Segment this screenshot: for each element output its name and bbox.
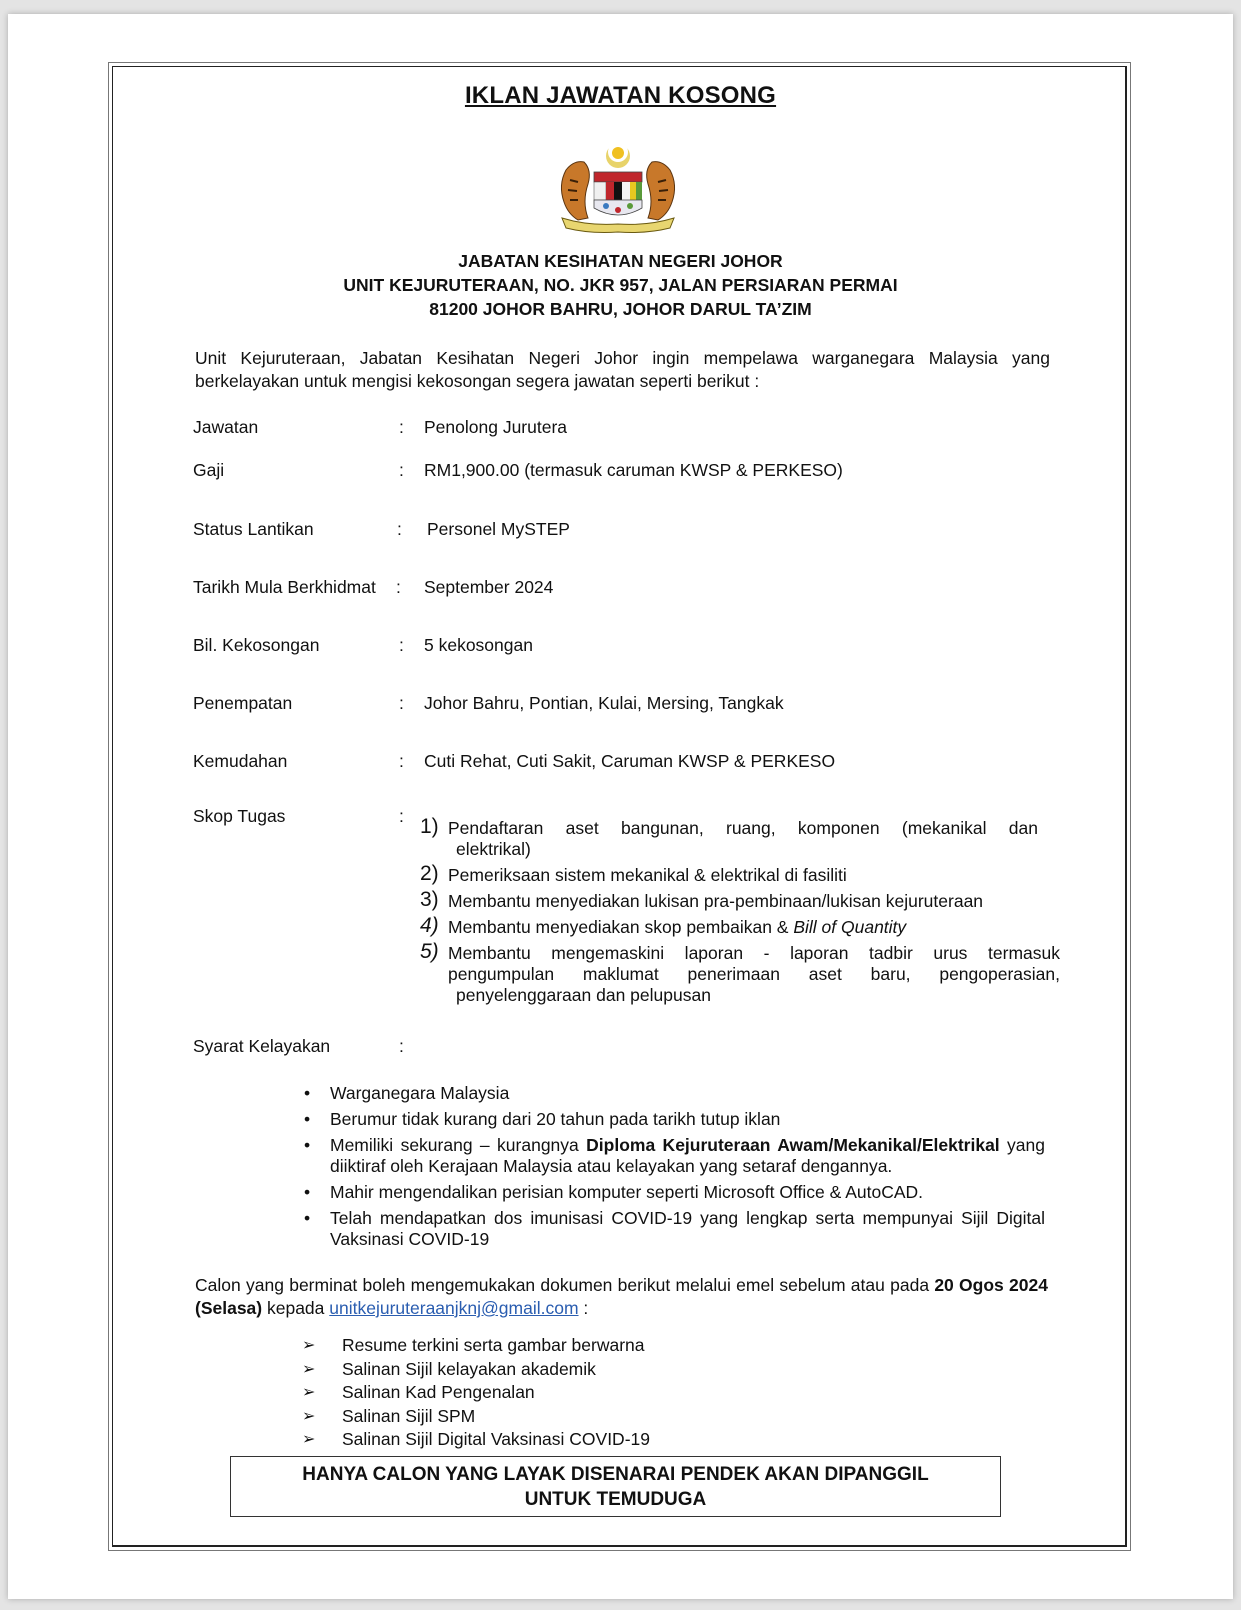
document-item-text: Salinan Sijil kelayakan akademik (342, 1358, 596, 1379)
task-item (420, 888, 1060, 912)
org-line-1: JABATAN KESIHATAN NEGERI JOHOR (458, 251, 783, 271)
field-label-gaji: Gaji (193, 460, 225, 480)
org-line-2: UNIT KEJURUTERAAN, NO. JKR 957, JALAN PERSIARAN PERMAI (343, 275, 898, 295)
field-colon: : (399, 751, 404, 771)
field-label-jawatan: Jawatan (193, 417, 259, 437)
document-item (302, 1334, 650, 1358)
document-title: IKLAN JAWATAN KOSONG (464, 82, 777, 109)
organization-address (0, 249, 1241, 321)
task-list (420, 815, 1060, 1011)
documents-list (302, 1334, 650, 1452)
bullet-icon: • (304, 1109, 311, 1129)
task-text-continued: elektrikal) (456, 839, 531, 859)
application-to: kepada (262, 1298, 330, 1318)
application-text: Calon yang berminat boleh mengemukakan dokumen berikut melalui emel sebelum atau pada (195, 1275, 935, 1295)
qualification-item (300, 1208, 1045, 1250)
malaysia-coat-of-arms-emblem (548, 140, 688, 236)
field-colon: : (399, 693, 404, 713)
arrow-bullet-icon: ➢ (302, 1384, 316, 1401)
task-number: 4) (420, 914, 439, 937)
task-item (420, 815, 1060, 860)
bullet-icon: • (304, 1083, 311, 1103)
intro-paragraph: Unit Kejuruteraan, Jabatan Kesihatan Negeri Johor ingin mempelawa warganegara Malaysia yang berkelayakan untuk mengisi kekosongan segera jawatan seperti berikut : (195, 348, 1050, 391)
task-text: Pendaftaran aset bangunan, ruang, komponen (mekanikal dan (448, 818, 1038, 838)
task-text: Pemeriksaan sistem mekanikal & elektrikal di fasiliti (448, 865, 847, 885)
task-number: 1) (420, 815, 439, 838)
qualification-text: Telah mendapatkan dos imunisasi COVID-19 yang lengkap serta mempunyai Sijil Digital Vaksinasi COVID-19 (330, 1208, 1045, 1249)
qualification-text-bold: Diploma Kejuruteraan Awam/Mekanikal/Elektrikal (586, 1135, 1000, 1155)
task-number: 2) (420, 862, 439, 885)
task-text: Membantu menyediakan lukisan pra-pembinaan/lukisan kejuruteraan (448, 891, 984, 911)
notice-line-2: UNTUK TEMUDUGA (524, 1489, 707, 1510)
task-text: Membantu mengemaskini laporan - laporan tadbir urus termasuk pengumpulan maklumat penerimaan aset baru, pengoperasian, (448, 943, 1060, 984)
field-label-bil-kekosongan: Bil. Kekosongan (193, 635, 320, 655)
document-item (302, 1381, 650, 1405)
qualification-item (300, 1135, 1045, 1177)
field-value-jawatan: Penolong Jurutera (424, 417, 568, 437)
qualification-item (300, 1083, 1045, 1104)
field-value-status-lantikan: Personel MySTEP (427, 519, 570, 539)
email-link[interactable]: unitkejuruteraanjknj@gmail.com (329, 1298, 579, 1318)
field-colon: : (399, 635, 404, 655)
qualification-text: Mahir mengendalikan perisian komputer seperti Microsoft Office & AutoCAD. (330, 1182, 924, 1202)
bullet-icon: • (304, 1182, 311, 1202)
bullet-icon: • (304, 1208, 311, 1228)
task-text-continued: penyelenggaraan dan pelupusan (456, 985, 711, 1005)
field-label-syarat-kelayakan: Syarat Kelayakan (193, 1036, 331, 1056)
field-value-tarikh-mula: September 2024 (424, 577, 554, 597)
field-value-kemudahan: Cuti Rehat, Cuti Sakit, Caruman KWSP & PERKESO (424, 751, 836, 771)
task-item (420, 940, 1060, 1006)
field-value-gaji: RM1,900.00 (termasuk caruman KWSP & PERKESO) (424, 460, 843, 480)
bullet-icon: • (304, 1135, 311, 1155)
shortlist-notice-box (230, 1456, 1001, 1517)
field-label-tarikh-mula: Tarikh Mula Berkhidmat (193, 577, 376, 597)
document-item (302, 1405, 650, 1429)
qualification-item (300, 1109, 1045, 1130)
field-colon: : (397, 519, 402, 539)
document-item (302, 1428, 650, 1452)
document-item (302, 1358, 650, 1382)
field-label-penempatan: Penempatan (193, 693, 293, 713)
task-text (448, 917, 1060, 938)
org-line-3: 81200 JOHOR BAHRU, JOHOR DARUL TA’ZIM (429, 299, 812, 319)
field-label-skop-tugas: Skop Tugas (193, 806, 286, 826)
arrow-bullet-icon: ➢ (302, 1337, 316, 1354)
qualification-list (300, 1083, 1045, 1255)
arrow-bullet-icon: ➢ (302, 1431, 316, 1448)
field-value-penempatan: Johor Bahru, Pontian, Kulai, Mersing, Tangkak (424, 693, 784, 713)
task-text-main: Membantu menyediakan skop pembaikan & (448, 917, 794, 937)
document-item-text: Resume terkini serta gambar berwarna (342, 1335, 645, 1355)
application-deadline: 20 Ogos 2024 (Selasa) (195, 1275, 1048, 1318)
task-number: 5) (420, 940, 439, 963)
application-paragraph (195, 1274, 1048, 1320)
document-item-text: Salinan Kad Pengenalan (342, 1382, 535, 1402)
notice-line-1: HANYA CALON YANG LAYAK DISENARAI PENDEK AKAN DIPANGGIL (302, 1464, 929, 1485)
task-text-italic: Bill of Quantity (793, 917, 907, 937)
qualification-text: Warganegara Malaysia (330, 1083, 510, 1103)
qualification-text: Memiliki sekurang – kurangnya (330, 1135, 587, 1155)
field-label-kemudahan: Kemudahan (193, 751, 288, 771)
field-colon: : (399, 417, 404, 437)
field-label-status-lantikan: Status Lantikan (193, 519, 314, 539)
field-colon: : (399, 460, 404, 480)
arrow-bullet-icon: ➢ (302, 1360, 316, 1378)
document-item-text: Salinan Sijil Digital Vaksinasi COVID-19 (342, 1429, 650, 1449)
field-colon: : (399, 806, 404, 826)
task-number: 3) (420, 888, 439, 911)
task-item (420, 914, 1060, 938)
field-colon: : (396, 577, 401, 597)
task-item (420, 862, 1060, 886)
qualification-item (300, 1182, 1045, 1203)
field-value-bil-kekosongan: 5 kekosongan (424, 635, 533, 655)
application-end: : (578, 1298, 589, 1318)
qualification-text-after: yang diiktiraf oleh Kerajaan Malaysia atau kelayakan yang setaraf dengannya. (330, 1135, 1045, 1176)
qualification-text: Berumur tidak kurang dari 20 tahun pada tarikh tutup iklan (330, 1109, 781, 1129)
field-colon: : (399, 1036, 404, 1056)
document-item-text: Salinan Sijil SPM (342, 1405, 476, 1426)
arrow-bullet-icon: ➢ (302, 1407, 316, 1425)
